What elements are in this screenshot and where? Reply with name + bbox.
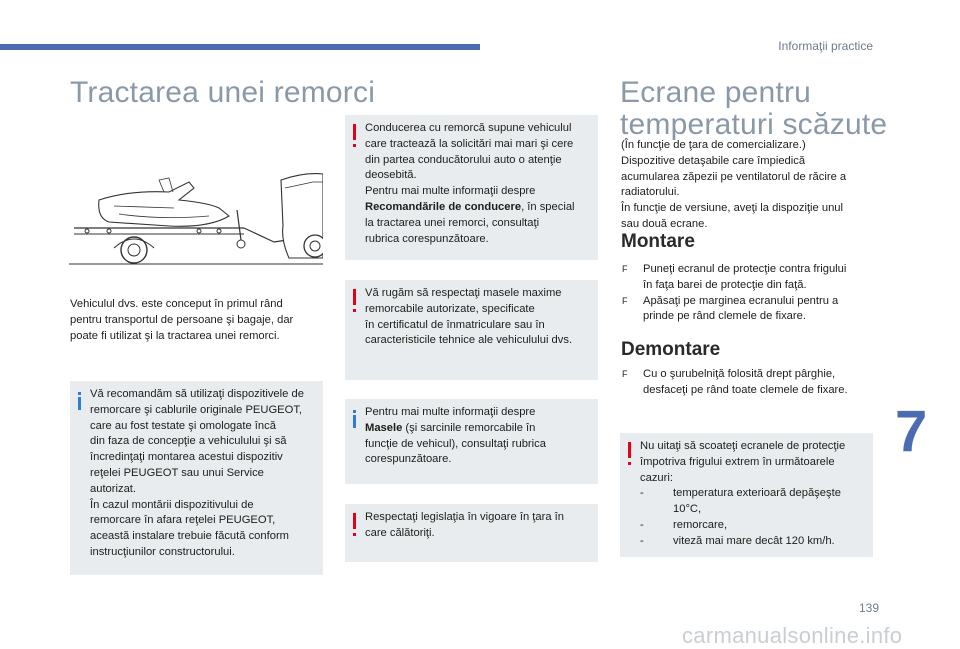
link-recomandari: Recomandările de conducere (365, 200, 522, 213)
bullet-icon: F (622, 295, 628, 306)
info-box-mase: Pentru mai multe informaţii despre Masele (şi sarcinile remorcabile în funcţie de vehicul), consultaţi rubrica corespunzătoare. (345, 399, 598, 484)
warning-icon (353, 124, 356, 140)
list-item: - remorcare, (640, 518, 865, 534)
title-tractarea: Tractarea unei remorci (70, 76, 376, 109)
warning-box-conducere: Conducerea cu remorcă supune vehiculul care tractează la solicitări mai mari şi cere din partea conducătorului auto o atenţie deosebită. Pentru mai multe informaţii despre Recomandările de conducere, în special la tractarea unei remorci, consultaţi rubrica corespunzătoare. (345, 115, 598, 260)
header-bar (0, 44, 480, 50)
list-item-continued: 10°C, (673, 503, 702, 516)
heading-montare: Montare (621, 231, 695, 252)
warning-icon (353, 289, 356, 305)
intro-tractare: Vehiculul dvs. este conceput în primul rând pentru transportul de persoane şi bagaje, dar poate fi utilizat şi la tractarea unei remorci. (70, 298, 294, 342)
montare-list (621, 262, 871, 325)
warning-box-mase: Vă rugăm să respectaţi masele maxime remorcabile autorizate, specificate în certificatul de înmatriculare sau în caracteristicile tehnice ale vehiculului dvs. (345, 280, 598, 380)
list-item: - temperatura exterioară depăşeşte (640, 486, 865, 502)
list-item: F Apăsaţi pe marginea ecranului pentru a prinde pe rând clemele de fixare. (622, 294, 839, 323)
info-icon (353, 415, 356, 428)
trailer-illustration (69, 170, 323, 266)
info-icon (78, 397, 81, 410)
link-masele: Masele (365, 421, 403, 434)
conditions-list (640, 486, 865, 549)
list-item: F Puneţi ecranul de protecţie contra frigului în faţa barei de protecţie din faţă. (622, 263, 847, 291)
list-item: - viteză mai mare decât 120 km/h. (640, 534, 865, 550)
bullet-icon: F (622, 264, 628, 274)
heading-demontare: Demontare (621, 339, 721, 360)
demontare-list (621, 367, 871, 399)
warning-icon (353, 513, 356, 529)
intro-ecrane: (În funcţie de ţara de comercializare.) Dispozitive detaşabile care împiedică acumularea zăpezii pe ventilatorul de răcire a radiatorului. În funcţie de versiune, aveţi la dispoziţie unul sau două ecrane. (621, 139, 847, 230)
warning-box-legislatie: Respectaţi legislaţia în vigoare în ţara în care călătoriţi. (345, 504, 598, 562)
section-label: Informaţii practice (778, 39, 873, 53)
warning-icon (628, 442, 631, 458)
watermark: carmanualsonline.info (682, 623, 903, 648)
bullet-icon: F (622, 369, 628, 379)
info-box-dispozitive: Vă recomandăm să utilizaţi dispozitivele de remorcare şi cablurile originale PEUGEOT, care au fost testate şi omologate încă din faza de concepţie a vehiculului şi să încredinţaţi montarea acestui dispozitiv reţelei PEUGEOT sau unui Service autorizat. În cazul montării dispozitivului de remorcare în afara reţelei PEUGEOT, această instalare trebuie făcută conform instrucţiunilor constructorului. (70, 381, 323, 575)
chapter-number: 7 (895, 399, 928, 464)
warning-box-ecrane: Nu uitaţi să scoateţi ecranele de protecţie împotriva frigului extrem în următoarele cazuri: - temperatura exterioară depăşeşte 10°C, - remorcare, - viteză mai mare decât 120 km/h. (620, 433, 873, 557)
title-ecrane: Ecrane pentru temperaturi scăzute (620, 76, 888, 141)
page-number: 139 (859, 601, 880, 615)
list-item: F Cu o şurubelniţă folosită drept pârghie, desfaceţi pe rând toate clemele de fixare. (622, 368, 848, 396)
